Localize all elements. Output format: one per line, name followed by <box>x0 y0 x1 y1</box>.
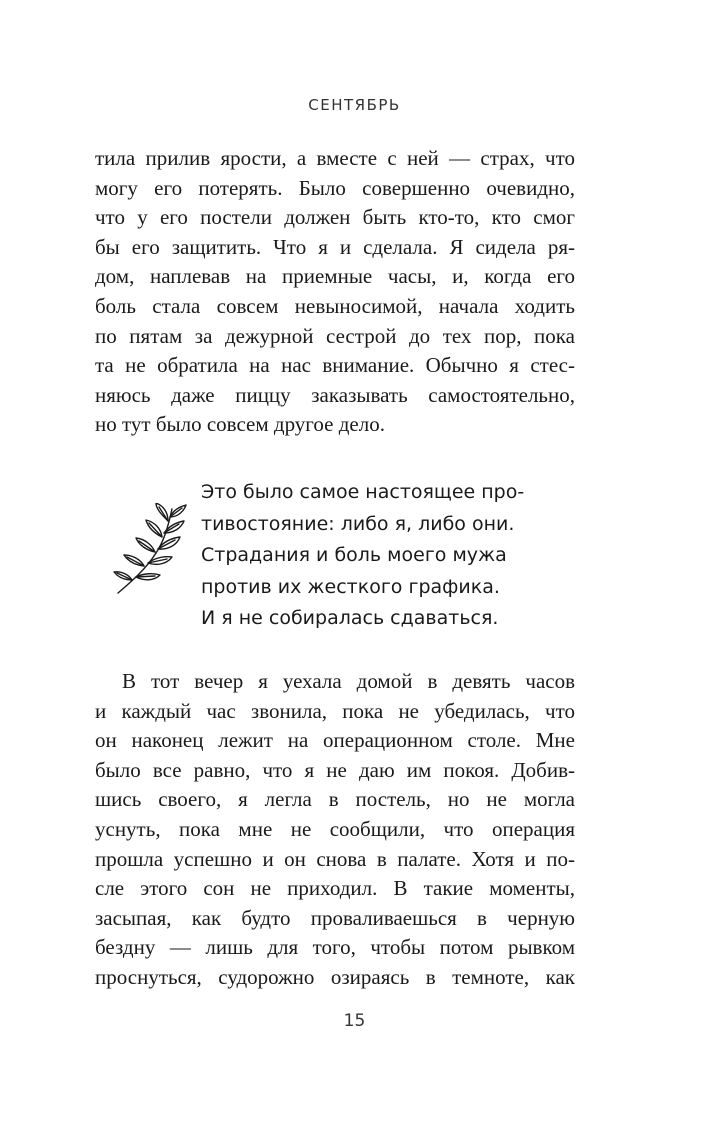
text-line: В тот вечер я уехала домой в девять часов <box>122 669 575 693</box>
text-line: могу его потерять. Было совершенно очевидно, <box>95 175 575 200</box>
leaf-branch-icon <box>112 503 188 597</box>
text-line: и каждый час звонила, пока не убедилась, что <box>95 698 575 723</box>
text-line: бездну — лишь для того, чтобы потом рывком <box>95 935 575 960</box>
text-line: бы его защитить. Что я и сделала. Я сидела ря- <box>95 234 575 259</box>
text-line: проснуться, судорожно озираясь в темноте, как <box>95 964 575 989</box>
text-line: тила прилив ярости, а вместе с ней — страх, что <box>95 146 575 170</box>
running-head-title: СЕНТЯБРЬ <box>308 96 401 114</box>
text-line: что у его постели должен быть кто-то, кто смог <box>95 205 575 230</box>
pull-quote <box>201 477 571 635</box>
quote-line: тивостояние: либо я, либо они. <box>201 512 515 535</box>
text-line: засыпая, как будто проваливаешься в черную <box>95 905 575 930</box>
paragraph-2 <box>95 667 575 993</box>
text-line: было все равно, что я не даю им покоя. Добив- <box>95 757 575 782</box>
text-line: по пятам за дежурной сестрой до тех пор, пока <box>95 323 575 348</box>
page-number: 15 <box>343 1011 366 1031</box>
text-line: он наконец лежит на операционном столе. Мне <box>95 728 575 753</box>
quote-line: Это было самое настоящее про- <box>201 481 525 503</box>
text-line: шись своего, я легла в постель, но не могла <box>95 787 575 812</box>
text-line: прошла успешно и он снова в палате. Хотя и по- <box>95 846 575 871</box>
text-line: та не обратила на нас внимание. Обычно я стес- <box>95 353 575 378</box>
text-line: дом, наплевав на приемные часы, и, когда его <box>95 264 575 289</box>
text-line: уснуть, пока мне не сообщили, что операция <box>95 816 575 841</box>
paragraph-1 <box>95 144 575 440</box>
text-line: боль стала совсем невыносимой, начала ходить <box>95 293 575 318</box>
text-line: няюсь даже пиццу заказывать самостоятельно, <box>95 382 575 407</box>
text-line: но тут было совсем другое дело. <box>95 412 385 437</box>
text-line: сле этого сон не приходил. В такие моменты, <box>95 876 575 901</box>
quote-line: Страдания и боль моего мужа <box>201 544 507 566</box>
quote-line: против их жесткого графика. <box>201 575 500 598</box>
quote-line: И я не собиралась сдаваться. <box>201 607 499 629</box>
